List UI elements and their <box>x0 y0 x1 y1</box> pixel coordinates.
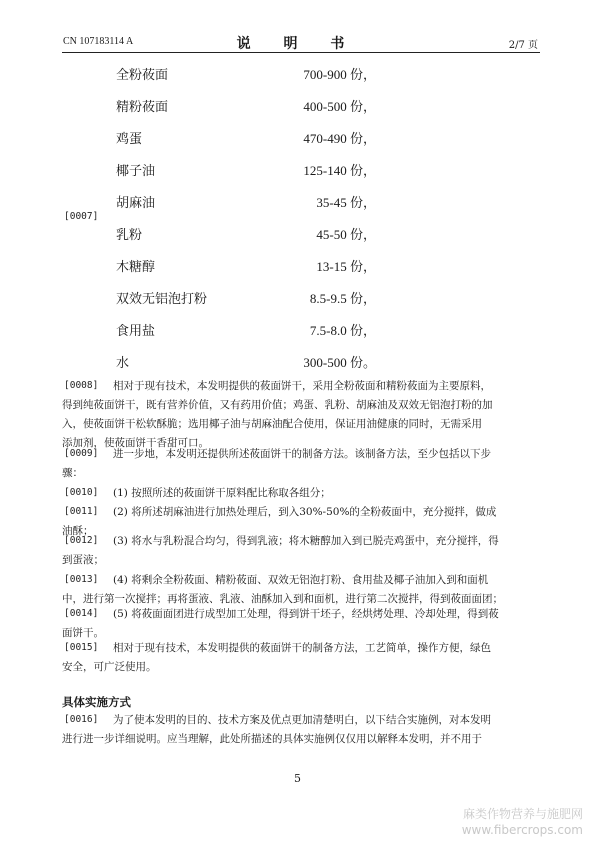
ingredient-row <box>116 224 376 244</box>
ingredient-quantity: 35-45 份， <box>316 195 376 210</box>
paragraph-line: 相对于现有技术，本发明提供的莜面饼干，采用全粉莜面和精粉莜面为主要原料， <box>113 380 491 392</box>
ingredient-row <box>116 160 376 180</box>
paragraph-line: 进一步地，本发明还提供所述莜面饼干的制备方法。该制备方法，至少包括以下步 <box>113 448 491 460</box>
ingredient-quantity: 400-500 份， <box>303 99 376 114</box>
ingredient-name: 乳粉 <box>116 228 143 243</box>
ingredient-row <box>116 320 376 340</box>
paragraph-line: 相对于现有技术，本发明提供的莜面饼干的制备方法，工艺简单，操作方便，绿色 <box>113 642 491 654</box>
paragraph-line: 油酥； <box>62 525 94 537</box>
ingredient-quantity: 8.5-9.5 份， <box>309 291 376 306</box>
ingredient-name: 全粉莜面 <box>116 68 169 83</box>
paragraph-number: [0012] <box>64 535 99 546</box>
ingredient-row <box>116 288 376 308</box>
ingredient-quantity: 300-500 份。 <box>303 355 376 370</box>
ingredient-row <box>116 96 376 116</box>
ingredient-name: 椰子油 <box>116 164 156 179</box>
ingredient-row <box>116 352 376 372</box>
section-heading: 具体实施方式 <box>62 695 131 709</box>
paragraph-number: [0007] <box>64 211 99 222</box>
ingredient-row <box>116 64 376 84</box>
ingredient-quantity: 7.5-8.0 份， <box>309 323 376 338</box>
ingredient-row <box>116 128 376 148</box>
paragraph-line: 得到纯莜面饼干，既有营养价值，又有药用价值；鸡蛋、乳粉、胡麻油及双效无铝泡打粉的加 <box>62 399 493 411</box>
header-divider <box>62 52 540 53</box>
paragraph-number: [0015] <box>64 642 99 653</box>
paragraph-number: [0009] <box>64 448 99 459</box>
paragraph-number: [0014] <box>64 608 99 619</box>
paragraph-line: (2) 将所述胡麻油进行加热处理后，到入30%-50%的全粉莜面中，充分搅拌，做成 <box>113 506 497 518</box>
document-type-title: 说 明 书 <box>236 36 359 52</box>
ingredient-name: 水 <box>116 356 130 371</box>
ingredient-name: 食用盐 <box>116 324 156 339</box>
paragraph-line: 到蛋液； <box>62 554 104 566</box>
page-number: 5 <box>294 772 301 785</box>
paragraph-line: 骤： <box>62 467 83 479</box>
ingredient-name: 木糖醇 <box>116 260 156 275</box>
watermark <box>462 806 583 838</box>
ingredient-quantity: 470-490 份， <box>303 131 376 146</box>
paragraph-line: 中，进行第一次搅拌；再将蛋液、乳液、油酥加入到和面机，进行第二次搅拌，得到莜面面团； <box>62 593 503 605</box>
paragraph-line: 为了使本发明的目的、技术方案及优点更加清楚明白，以下结合实施例，对本发明 <box>113 714 491 726</box>
paragraph-line: 入，使莜面饼干松软酥脆；选用椰子油与胡麻油配合使用，保证用油健康的同时，无需采用 <box>62 418 482 430</box>
ingredient-name: 鸡蛋 <box>116 132 143 147</box>
ingredient-name: 双效无铝泡打粉 <box>116 292 208 307</box>
paragraph-line: (5) 将莜面面团进行成型加工处理，得到饼干坯子，经烘烤处理、冷却处理，得到莜 <box>113 608 499 620</box>
ingredient-name: 精粉莜面 <box>116 100 169 115</box>
paragraph-line: 面饼干。 <box>62 627 104 639</box>
ingredient-quantity: 125-140 份， <box>303 163 376 178</box>
paragraph-line: 安全，可广泛使用。 <box>62 661 157 673</box>
ingredient-quantity: 700-900 份， <box>303 67 376 82</box>
patent-number: CN 107183114 A <box>63 36 134 47</box>
paragraph-number: [0011] <box>64 506 99 517</box>
ingredient-name: 胡麻油 <box>116 196 156 211</box>
paragraph-line: 进行进一步详细说明。应当理解，此处所描述的具体实施例仅仅用以解释本发明，并不用于 <box>62 733 482 745</box>
ingredient-quantity: 13-15 份， <box>316 259 376 274</box>
paragraph-number: [0008] <box>64 380 99 391</box>
paragraph-number: [0016] <box>64 714 99 725</box>
ingredient-row <box>116 256 376 276</box>
ingredient-quantity: 45-50 份， <box>316 227 376 242</box>
paragraph-number: [0013] <box>64 574 99 585</box>
paragraph-line: (1) 按照所述的莜面饼干原料配比称取各组分； <box>113 487 331 499</box>
ingredient-row <box>116 192 376 212</box>
paragraph-number: [0010] <box>64 487 99 498</box>
watermark-text: 麻类作物营养与施肥网 <box>462 807 583 821</box>
watermark-url: www.fibercrops.com <box>461 823 583 837</box>
paragraph-line: (3) 将水与乳粉混合均匀，得到乳液；将木糖醇加入到已脱壳鸡蛋中，充分搅拌，得 <box>113 535 499 547</box>
page-of-indicator: 2/7 页 <box>508 40 538 51</box>
paragraph-line: (4) 将剩余全粉莜面、精粉莜面、双效无铝泡打粉、食用盐及椰子油加入到和面机 <box>113 574 489 586</box>
paragraph-line: 添加剂，使莜面饼干香甜可口。 <box>62 437 209 449</box>
